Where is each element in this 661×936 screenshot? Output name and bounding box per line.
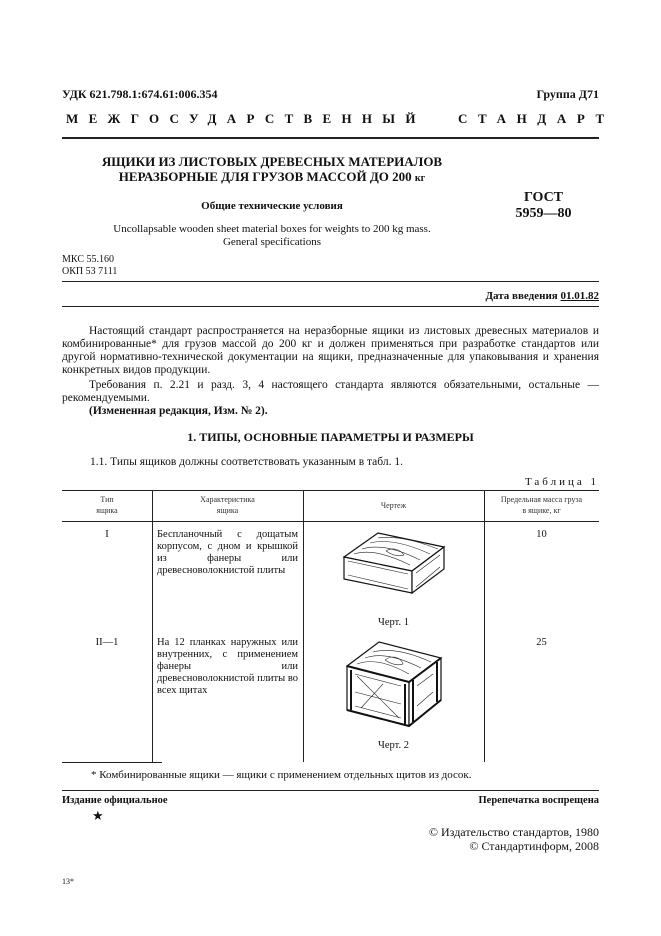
header-drawing: Чертеж (380, 501, 407, 510)
section-item: 1.1. Типы ящиков должны соответствовать указанным в табл. 1. (90, 456, 403, 468)
row1-type: I (105, 529, 109, 540)
copyright-standartinform: © Стандартинформ, 2008 (469, 839, 599, 853)
row2-mass: 25 (536, 637, 547, 648)
footer-rule (62, 790, 599, 791)
interstate-label: МЕЖГОСУДАРСТВЕННЫЙ (66, 111, 426, 126)
reprint-prohibited: Перепечатка воспрещена (478, 795, 599, 806)
gost-number: ГОСТ 5959—80 (515, 190, 572, 221)
document-title (62, 154, 482, 186)
header-max-mass: Предельная масса груза в ящике, кг (500, 495, 583, 515)
codes-rule (62, 281, 599, 282)
section-title: 1. ТИПЫ, ОСНОВНЫЕ ПАРАМЕТРЫ И РАЗМЕРЫ (187, 430, 474, 444)
amendment-note: (Измененная редакция, Изм. № 2). (89, 405, 268, 417)
row2-type: II—1 (95, 637, 119, 648)
header-type: Тип ящика (96, 495, 118, 515)
star-icon: ★ (92, 808, 104, 823)
header-characteristic: Характеристика ящика (200, 495, 255, 515)
title-line-1: ЯЩИКИ ИЗ ЛИСТОВЫХ ДРЕВЕСНЫХ МАТЕРИАЛОВ (101, 154, 443, 169)
box-type-2-drawing (343, 634, 443, 730)
row1-drawing-caption: Черт. 1 (378, 617, 409, 628)
udk-code: УДК 621.798.1:674.61:006.354 (62, 87, 218, 101)
date-rule (62, 306, 599, 307)
intro-paragraph-1: Настоящий стандарт распространяется на неразборные ящики из листовых древесных материалов и комбинированные* для грузов массой до 200 кг и должен применяться при разработке стандартов или другой нормативно-технической документации на ящики, предназначенные для упаковывания и хранения конкретных видов продукции. (62, 325, 599, 376)
table-caption: Таблица 1 (524, 476, 599, 488)
official-edition: Издание официальное (62, 795, 168, 806)
page-mark: 13* (62, 877, 74, 886)
footnote-rule (62, 762, 162, 763)
group-code: Группа Д71 (536, 87, 599, 101)
intro-paragraph-2: Требования п. 2.21 и разд. 3, 4 настоящего стандарта являются обязательными, остальные — рекомендуемыми. (62, 379, 599, 404)
row1-description: Беспланочный с дощатым корпусом, с дном и крышкой из фанеры или древесноволокнистой плиты (157, 529, 298, 576)
classification-codes: МКС 55.160 ОКП 53 7111 (62, 254, 118, 277)
title-line-2: НЕРАЗБОРНЫЕ ДЛЯ ГРУЗОВ МАССОЙ ДО 200 кг (118, 169, 426, 184)
standard-label: СТАНДАРТ (458, 111, 615, 126)
row1-mass: 10 (536, 529, 547, 540)
introduction-date: Дата введения 01.01.82 (485, 290, 599, 302)
general-conditions: Общие технические условия (201, 200, 343, 212)
copyright-publisher: © Издательство стандартов, 1980 (428, 825, 599, 839)
row2-drawing-caption: Черт. 2 (378, 740, 409, 751)
box-type-1-drawing (340, 527, 446, 595)
header-rule (62, 137, 599, 139)
row2-description: На 12 планках наружных или внутренних, с применением фанеры или древесноволокнистой плиты во всех щитах (157, 637, 298, 696)
footnote: * Комбинированные ящики — ящики с применением отдельных щитов из досок. (91, 769, 472, 781)
english-title: Uncollapsable wooden sheet material boxes for weights to 200 kg mass. General specifications (113, 223, 431, 248)
